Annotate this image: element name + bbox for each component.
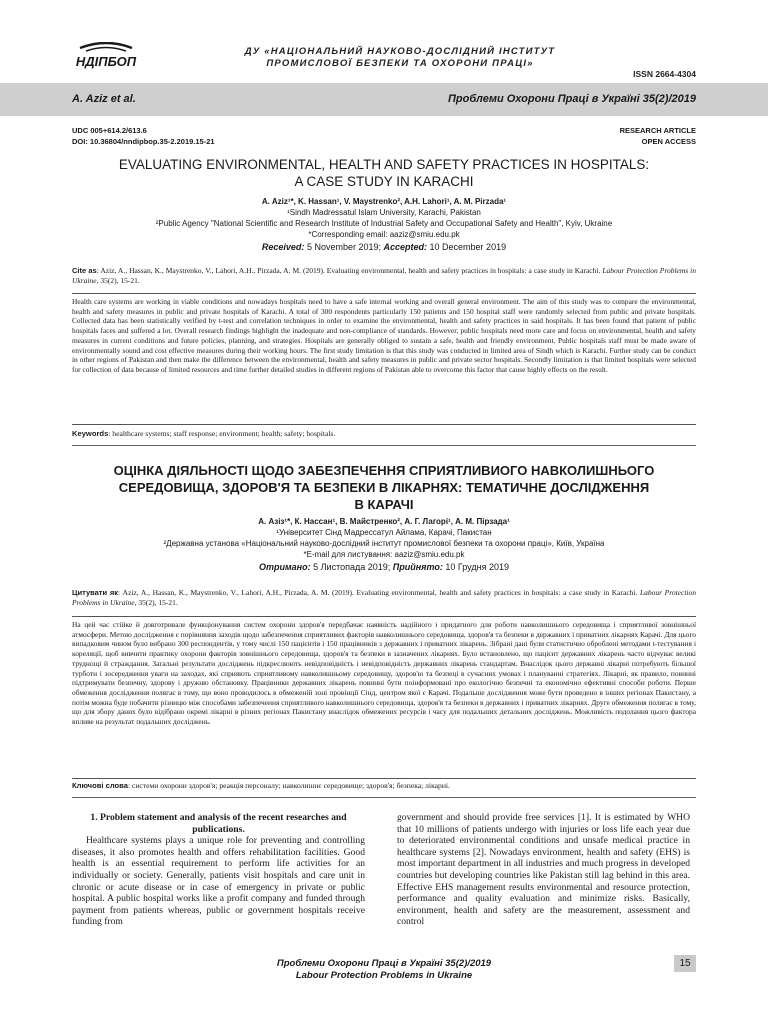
received-date: 5 November 2019; xyxy=(306,242,381,252)
ukrainian-abstract: На цей час стійке й довготривале функціонування систем охорони здоров'я передбачає наявність надійного і придатного для роботи навколишнього середовища і сприятливої зовнішньої атмосфери. Метою дослідження є порівняння заходів щодо забезпечення сприятливих факторів навколишнього середовища, здоров'я та безпеки в державних і приватних лікарнях Карачі. Для цього випадковим чином було вибрано 300 респондентів, у тому числі 150 пацієнтів і 150 працівників з державних і приватних лікарень. Зібрані дані були статистично оброблені методами t-тестування і кореляції, щоб вивчити практику охорони факторів зовнішнього середовища, здоров'я та безпеки в зазначених лікарнях. Було встановлено, що пацієнт державних лікарень часто відчуває великі труднощі й страждання. Загальні результати досліджень підкреслюють невідповідність і невідповідність державних лікарень стандартам. Внаслідок цього державні лікарні потребують більшої турботи і зосередження уваги на заходах, які сприяють сприятливому навколишньому середовищу, здоров'ю та безпеці в сучасних умовах і плануванні стратегіях. Лікарні, як правило, повинні підтримувати безпечну, здорову і дружню обстановку. Працівники державних лікарень повинні бути поінформовані про екологічно безпечні та економічно ефективні способи роботи. Перше обмеження дослідження полягає в тому, що воно проводилось в обмеженій зоні провінції Сінд, центром якої є Карачі. Подальше дослідження може бути проведено в інших регіонах Пакистану, а потім можна буде побачити різницю між способами забезпечення сприятливого навколишнього середовища, здоров'я та безпеки в державних і приватних лікарнях. Друге обмеження полягає в тому, що для збору даних було відібрано окремі лікарні в різних регіонах Пакистану внаслідок обмежених ресурсів і часу для подальших детальних досліджень. Можливість подолання цього фактора впливе на результат подальших досліджень. xyxy=(72,616,696,779)
english-title-line-1: EVALUATING ENVIRONMENTAL, HEALTH AND SAFETY PRACTICES IN HOSPITALS: xyxy=(118,157,650,172)
keywords-label: Keywords xyxy=(72,429,109,438)
ukrainian-title-line-3: В КАРАЧІ xyxy=(354,497,414,512)
right-paragraph: government and should provide free services [1]. It is estimated by WHO that 10 millions of patients undergo with injuries or loss life each year due to deteriorated environmental conditions and unsafe medical practice in healthcare systems [2]. Nowadays environment, health and safety (EHS) is most important department in all industries and much progress in developed countries but developing countries like Pakistan still lag behind in this area. Effective EHS management results environmental and resource protection, performance and quality evaluation and minimize risks. Basically, environment, health and safety are the measurement, assessment and control xyxy=(397,812,690,928)
cite-text-ua: : Aziz, A., Hassan, K., Maystrenko, V., Lahori, A.H., Pirzada, A. M. (2019). Evaluating environmental, health and safety practices in hospitals: a case study in Karachi. xyxy=(118,588,638,597)
left-paragraph: Healthcare systems plays a unique role for preventing and controlling diseases, it also promotes health and offers rehabilitation facilities. Good health is an essential requirement to perform life activities for an individually or society. Generally, patients visit hospitals and care unit in chronic or acute disease or in case of emergency in private or public hospital. A public hospital works like a profit company and funded through payment from patients whereas, public or government hospitals receive funding from xyxy=(72,835,365,928)
udc: UDC 005+614.2/613.6 xyxy=(72,126,147,135)
doi-link[interactable]: DOI: 10.36804/nndipbop.35-2.2019.15-21 xyxy=(72,137,215,146)
article-identifiers xyxy=(72,125,215,147)
cite-label-ua: Цитувати як xyxy=(72,588,119,597)
access-type: OPEN ACCESS xyxy=(641,137,696,146)
english-abstract: Health care systems are working in viable conditions and nowadays hospitals need to have a safe internal working and overall general environment. The aim of this study was to compare the environmental, health and safety measures in public and private hospitals of Karachi. A total of 300 respondents particularly 150 patients and 150 hospital staff were randomly selected from public and private hospitals. Collected data has been statistically verified by t-test and correlation techniques in order to examine the environmental, health and safety practices in said hospitals. It has been found that patient of public hospitals faces and suffered a lot. Overall research findings highlight the inadequate and non-compliance of standards. However, public hospitals need more care and focus on environmental, health and safety measures in current conditions and future policies, planning, and strategies. Hospitals are generally obliged to sustain a safe, health and friendly environment. Public hospitals staff must be made aware of environmentally sound and cost effective measures during their working hours. The first study limitation is that this study was conducted in limited area of Sindh which is Karachi. Further study can be conduct in other regions of Pakistan and then make the difference between the environmental, health and safety measures in public and private sector hospitals. Secondly limitation is that limited hospitals were selected for collection of data because of limited resources and time further detailed studies in different regions of Pakistan able to overcome this factor that cause highly effects on the result. xyxy=(72,293,696,425)
english-dates xyxy=(72,242,696,253)
cite-volume-ua: , 35(2), 15-21. xyxy=(134,598,178,607)
accepted-date: 10 December 2019 xyxy=(429,242,507,252)
keywords-text-ua: : системи охорони здоров'я; реакція персоналу; навколишнє середовище; здоров'я; безпека; лікарні. xyxy=(127,781,450,790)
keywords-text: : healthcare systems; staff response; environment; health; safety; hospitals. xyxy=(108,429,336,438)
institute-logo xyxy=(60,42,152,70)
english-title xyxy=(72,156,696,190)
section-heading: 1. Problem statement and analysis of the recent researches and publications. xyxy=(90,812,347,835)
article-type: RESEARCH ARTICLE xyxy=(619,126,696,135)
english-affiliation-1: ¹Sindh Madressatul Islam University, Karachi, Pakistan xyxy=(287,208,481,217)
page-number: 15 xyxy=(674,955,696,972)
keywords-label-ua: Ключові слова xyxy=(72,781,128,790)
english-affiliation-2: ²Public Agency "National Scientific and Research Institute of Industrial Safety and Occupational Safety and Health", Kyiv, Ukraine xyxy=(155,219,613,228)
cite-text: : Aziz, A., Hassan, K., Maystrenko, V., Lahori, A.H., Pirzada, A. M. (2019). Evaluating environmental, health and safety practices in hospitals: a case study in Karachi. xyxy=(96,266,601,275)
received-date-ua: 5 Листопада 2019; xyxy=(313,562,391,572)
ukrainian-title xyxy=(72,462,696,513)
body-right-column xyxy=(397,812,690,928)
ukrainian-title-line-2: СЕРЕДОВИЩА, ЗДОРОВ'Я ТА БЕЗПЕКИ В ЛІКАРНЯХ: ТЕМАТИЧНЕ ДОСЛІДЖЕННЯ xyxy=(118,480,650,495)
body-divider xyxy=(72,797,696,798)
journal-header xyxy=(0,0,768,82)
ukrainian-authors-block xyxy=(72,516,696,573)
english-citation xyxy=(72,266,696,286)
running-author: A. Aziz et al. xyxy=(72,93,136,105)
english-authors-block xyxy=(72,196,696,253)
ukrainian-affiliation-1: ¹Університет Сінд Мадрессатул Айлама, Карачі, Пакистан xyxy=(276,528,492,537)
cite-journal-ua: Labour Protection Problems in Ukraine xyxy=(72,588,697,607)
ukrainian-authors: А. Азіз¹*, К. Нассан¹, В. Майстренко², А. Г. Лагорі¹, А. М. Пірзада¹ xyxy=(258,517,510,526)
institute-line-2: ПРОМИСЛОВОЇ БЕЗПЕКИ ТА ОХОРОНИ ПРАЦІ» xyxy=(266,58,534,69)
accepted-label-ua: Прийнято: xyxy=(392,562,443,572)
article-type-block xyxy=(620,125,696,147)
running-header-band xyxy=(0,83,768,116)
body-left-column xyxy=(72,812,365,928)
ukrainian-keywords xyxy=(72,781,696,791)
ukrainian-dates xyxy=(72,562,696,573)
received-label: Received: xyxy=(261,242,305,252)
ukrainian-title-line-1: ОЦІНКА ДІЯЛЬНОСТІ ЩОДО ЗАБЕЗПЕЧЕННЯ СПРИЯТЛИВИОГО НАВКОЛИШНЬОГО xyxy=(113,463,655,478)
accepted-label: Accepted: xyxy=(383,242,428,252)
institute-name xyxy=(180,46,620,70)
institute-line-1: ДУ «НАЦІОНАЛЬНИЙ НАУКОВО-ДОСЛІДНИЙ ІНСТИТУТ xyxy=(244,46,556,57)
ukrainian-affiliation-2: ²Державна установа «Національний науково-дослідний інститут промислової безпеки та охорони праці», Київ, Україна xyxy=(163,539,605,548)
issn: ISSN 2664-4304 xyxy=(633,69,696,79)
section-divider xyxy=(72,445,696,446)
cite-journal: Labour Protection Problems in Ukraine xyxy=(72,266,697,285)
cite-label: Cite as xyxy=(72,266,97,275)
ukrainian-corresponding: *E-mail для листування: aaziz@smiu.edu.pk xyxy=(303,550,465,559)
footer-journal-ua: Проблеми Охорони Праці в Україні 35(2)/2019 xyxy=(276,958,492,969)
english-title-line-2: A CASE STUDY IN KARACHI xyxy=(294,174,474,189)
english-corresponding: *Corresponding email: aaziz@smiu.edu.pk xyxy=(308,230,460,239)
running-journal: Проблеми Охорони Праці в Україні 35(2)/2019 xyxy=(448,93,696,105)
english-authors: A. Aziz¹*, K. Hassan¹, V. Maystrenko², A.H. Lahori¹, A. M. Pirzada¹ xyxy=(261,197,507,206)
footer-journal-en: Labour Protection Problems in Ukraine xyxy=(295,970,473,981)
ukrainian-citation xyxy=(72,588,696,608)
journal-footer xyxy=(0,958,768,986)
svg-text:НДІПБОП: НДІПБОП xyxy=(75,54,137,69)
english-keywords xyxy=(72,429,696,439)
cite-volume: , 35(2), 15-21. xyxy=(96,276,140,285)
received-label-ua: Отримано: xyxy=(259,562,311,572)
accepted-date-ua: 10 Грудня 2019 xyxy=(445,562,509,572)
